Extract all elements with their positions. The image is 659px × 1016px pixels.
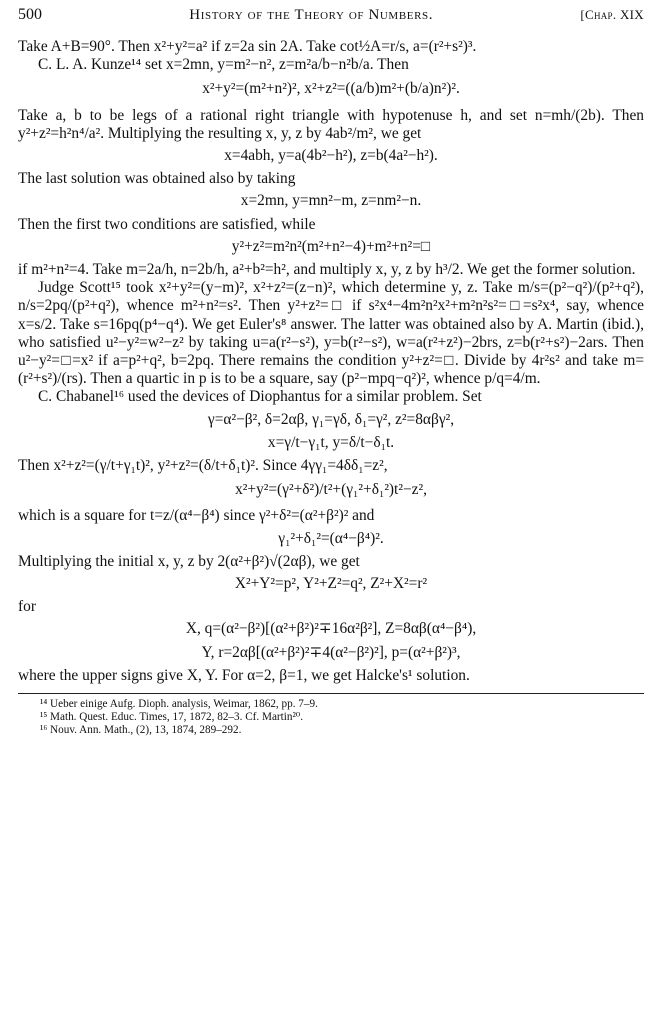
running-title: History of the Theory of Numbers. xyxy=(189,7,434,23)
footnote-15: ¹⁵ Math. Quest. Educ. Times, 17, 1872, 82–3. Cf. Martin²⁰. xyxy=(40,711,304,724)
page xyxy=(18,6,644,1010)
paragraph-last-solution: The last solution was obtained also by taking xyxy=(18,170,296,188)
paragraph-triangle: Take a, b to be legs of a rational right triangle with hypotenuse h, and set n=mh/(2b). Then y²+z²=h²n⁴/a². Multiplying the resulting x, y, z by 4ab²/m², we get xyxy=(18,106,644,142)
footnote-14: ¹⁴ Ueber einige Aufg. Dioph. analysis, Weimar, 1862, pp. 7–9. xyxy=(40,698,318,711)
footnote-16: ¹⁶ Nouv. Ann. Math., (2), 13, 1874, 289–292. xyxy=(40,724,242,737)
equation-kunze: x²+y²=(m²+n²)², x²+z²=((a/b)m²+(b/a)n²)². xyxy=(202,80,460,98)
equation-square-condition: y²+z²=m²n²(m²+n²−4)+m²+n²=□ xyxy=(231,237,431,255)
paragraph-scott: Judge Scott¹⁵ took x²+y²=(y−m)², x²+z²=(z−n)², which determine y, z. Take m/s=(p²−q²)/(p²+q²), n/s=2pq/(p²+q²), whence m²+n²=s². Then y²+z²=□ if s²x⁴−4m²n²x²+m²n²s²=□=s²x⁴, say, whence x=s/2. Take s=16pq(p⁴−q⁴). We get Euler's⁸ answer. The latter was obtained also by A. Martin (ibid.), who satisfied u²−y²=w²−z² by taking u=a(r²−s²), y=b(r²−s²), w=a(r²+z²)−2brs, z=b(r²+s²)−2ars. Then u²−y²=□=x² if a=p²+q², b=2pq. There remains the condition y²+z²=□. Divide by 4r²s² and take m=(r²+s²)/(rs). Then a quartic in p is to be a square, say (p²−mpq−q²)², whence p/q=4/m. xyxy=(18,279,644,388)
equation-set-definitions: γ=α²−β², δ=2αβ, γ₁=γδ, δ₁=γ², z²=8αβγ², xyxy=(207,410,455,428)
equation-solution-1: x=4abh, y=a(4b²−h²), z=b(4a²−h²). xyxy=(224,147,438,165)
paragraph-conditions: Then the first two conditions are satisfied, while xyxy=(18,215,316,233)
paragraph-intro: Take A+B=90°. Then x²+y²=a² if z=2a sin 2A. Take cot½A=r/s, a=(r²+s²)³. xyxy=(18,38,477,55)
equation-gamma-delta: γ₁²+δ₁²=(α⁴−β⁴)². xyxy=(278,529,384,547)
running-header xyxy=(18,6,644,32)
equation-XYZ: X²+Y²=p², Y²+Z²=q², Z²+X²=r² xyxy=(234,575,428,593)
paragraph-chabanel: C. Chabanel¹⁶ used the devices of Diophantus for a similar problem. Set xyxy=(38,388,482,406)
footnotes xyxy=(18,698,644,737)
paragraph-former-solution: if m²+n²=4. Take m=2a/h, n=2b/h, a²+b²=h², and multiply x, y, z by h³/2. We get the former solution. xyxy=(18,261,636,279)
chapter-label: [Chap. XIX xyxy=(580,7,644,22)
equation-x-y: x=γ/t−γ₁t, y=δ/t−δ₁t. xyxy=(267,433,395,451)
paragraph-kunze: C. L. A. Kunze¹⁴ set x=2mn, y=m²−n², z=m²a/b−n²b/a. Then xyxy=(38,56,409,74)
equation-solution-2: x=2mn, y=mn²−m, z=nm²−n. xyxy=(240,192,422,210)
paragraph-then: Then x²+z²=(γ/t+γ₁t)², y²+z²=(δ/t+δ₁t)². Since 4γγ₁=4δδ₁=z², xyxy=(18,457,388,475)
equation-x2-y2: x²+y²=(γ²+δ²)/t²+(γ₁²+δ₁²)t²−z², xyxy=(235,481,427,499)
text-for: for xyxy=(18,598,36,616)
equation-X-q: X, q=(α²−β²)[(α²+β²)²∓16α²β²], Z=8αβ(α⁴−β⁴), xyxy=(185,620,477,638)
paragraph-multiplying: Multiplying the initial x, y, z by 2(α²+β²)√(2αβ), we get xyxy=(18,552,360,570)
equation-Y-r: Y, r=2αβ[(α²+β²)²∓4(α²−β²)²], p=(α²+β²)³, xyxy=(201,643,461,661)
page-number: 500 xyxy=(18,6,42,23)
paragraph-halcke: where the upper signs give X, Y. For α=2, β=1, we get Halcke's¹ solution. xyxy=(18,666,470,684)
footnote-divider xyxy=(18,693,644,694)
paragraph-square: which is a square for t=z/(α⁴−β⁴) since γ²+δ²=(α²+β²)² and xyxy=(18,507,375,525)
